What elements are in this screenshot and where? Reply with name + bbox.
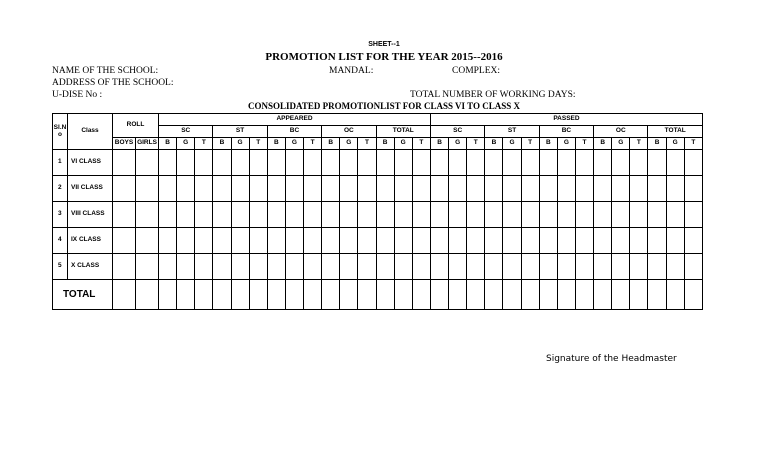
mandal-label: MANDAL:	[329, 66, 374, 76]
table-row	[53, 202, 703, 228]
data-cell[interactable]	[557, 202, 575, 228]
passed-group-header: ST	[485, 126, 539, 138]
data-cell[interactable]	[195, 228, 213, 254]
sub-header: G	[231, 138, 249, 150]
row-class: VII CLASS	[68, 176, 113, 202]
total-cell[interactable]	[304, 280, 322, 310]
data-cell[interactable]	[648, 228, 666, 254]
sub-header: T	[249, 138, 267, 150]
appeared-group-header: OC	[322, 126, 376, 138]
data-cell[interactable]	[539, 228, 557, 254]
page-title: PROMOTION LIST FOR THE YEAR 2015--2016	[265, 51, 503, 63]
data-cell[interactable]	[612, 150, 630, 176]
data-cell[interactable]	[159, 176, 177, 202]
data-cell[interactable]	[449, 176, 467, 202]
appeared-group-header: BC	[267, 126, 321, 138]
headmaster-signature: Signature of the Headmaster	[546, 354, 677, 364]
sub-header: B	[376, 138, 394, 150]
sub-header: G	[394, 138, 412, 150]
data-cell[interactable]	[304, 150, 322, 176]
data-cell[interactable]	[231, 150, 249, 176]
data-cell[interactable]	[594, 228, 612, 254]
data-cell[interactable]	[630, 176, 648, 202]
data-cell[interactable]	[322, 202, 340, 228]
sub-header: T	[630, 138, 648, 150]
data-cell[interactable]	[666, 150, 684, 176]
data-cell[interactable]	[430, 202, 448, 228]
total-cell[interactable]	[322, 280, 340, 310]
appeared-header: APPEARED	[159, 114, 431, 126]
data-cell[interactable]	[394, 228, 412, 254]
total-cell[interactable]	[136, 280, 159, 310]
data-cell[interactable]	[195, 150, 213, 176]
data-cell[interactable]	[612, 202, 630, 228]
sub-header: G	[557, 138, 575, 150]
data-cell[interactable]	[594, 254, 612, 280]
data-cell[interactable]	[594, 176, 612, 202]
data-cell[interactable]	[467, 176, 485, 202]
data-cell[interactable]	[231, 176, 249, 202]
data-cell[interactable]	[136, 202, 159, 228]
data-cell[interactable]	[249, 254, 267, 280]
data-cell[interactable]	[394, 176, 412, 202]
data-cell[interactable]	[304, 176, 322, 202]
data-cell[interactable]	[449, 202, 467, 228]
total-cell[interactable]	[213, 280, 231, 310]
total-cell[interactable]	[113, 280, 136, 310]
total-cell[interactable]	[249, 280, 267, 310]
data-cell[interactable]	[684, 176, 702, 202]
data-cell[interactable]	[249, 202, 267, 228]
passed-group-header: TOTAL	[648, 126, 702, 138]
data-cell[interactable]	[630, 254, 648, 280]
data-cell[interactable]	[285, 176, 303, 202]
data-cell[interactable]	[485, 254, 503, 280]
total-cell[interactable]	[503, 280, 521, 310]
sub-header: B	[267, 138, 285, 150]
data-cell[interactable]	[503, 254, 521, 280]
row-number: 4	[53, 228, 68, 254]
data-cell[interactable]	[340, 254, 358, 280]
data-cell[interactable]	[213, 176, 231, 202]
data-cell[interactable]	[412, 176, 430, 202]
data-cell[interactable]	[412, 254, 430, 280]
row-class: VI CLASS	[68, 150, 113, 176]
data-cell[interactable]	[430, 254, 448, 280]
data-cell[interactable]	[136, 150, 159, 176]
data-cell[interactable]	[213, 150, 231, 176]
data-cell[interactable]	[113, 150, 136, 176]
data-cell[interactable]	[521, 176, 539, 202]
total-cell[interactable]	[630, 280, 648, 310]
data-cell[interactable]	[449, 150, 467, 176]
total-cell[interactable]	[594, 280, 612, 310]
table-row	[53, 150, 703, 176]
sub-header: T	[575, 138, 593, 150]
data-cell[interactable]	[213, 228, 231, 254]
data-cell[interactable]	[340, 176, 358, 202]
data-cell[interactable]	[575, 254, 593, 280]
data-cell[interactable]	[521, 150, 539, 176]
data-cell[interactable]	[684, 228, 702, 254]
data-cell[interactable]	[376, 176, 394, 202]
data-cell[interactable]	[521, 254, 539, 280]
promotion-table	[52, 113, 703, 310]
sub-header: B	[539, 138, 557, 150]
data-cell[interactable]	[322, 176, 340, 202]
data-cell[interactable]	[177, 202, 195, 228]
passed-group-header: SC	[430, 126, 484, 138]
data-cell[interactable]	[136, 176, 159, 202]
table-row	[53, 228, 703, 254]
data-cell[interactable]	[231, 228, 249, 254]
total-cell[interactable]	[485, 280, 503, 310]
total-cell[interactable]	[394, 280, 412, 310]
sub-header: B	[322, 138, 340, 150]
data-cell[interactable]	[449, 254, 467, 280]
total-cell[interactable]	[539, 280, 557, 310]
data-cell[interactable]	[630, 150, 648, 176]
total-cell[interactable]	[430, 280, 448, 310]
total-cell[interactable]	[340, 280, 358, 310]
appeared-group-header: SC	[159, 126, 213, 138]
sub-header: T	[195, 138, 213, 150]
row-class: IX CLASS	[68, 228, 113, 254]
data-cell[interactable]	[213, 254, 231, 280]
total-cell[interactable]	[177, 280, 195, 310]
data-cell[interactable]	[430, 150, 448, 176]
data-cell[interactable]	[503, 176, 521, 202]
data-cell[interactable]	[630, 228, 648, 254]
sub-header: T	[412, 138, 430, 150]
sub-header: B	[213, 138, 231, 150]
data-cell[interactable]	[521, 228, 539, 254]
data-cell[interactable]	[340, 228, 358, 254]
total-cell[interactable]	[195, 280, 213, 310]
data-cell[interactable]	[394, 150, 412, 176]
data-cell[interactable]	[485, 228, 503, 254]
sheet-label: SHEET--1	[368, 41, 400, 48]
data-cell[interactable]	[684, 150, 702, 176]
total-cell[interactable]	[648, 280, 666, 310]
address-label: ADDRESS OF THE SCHOOL:	[52, 78, 174, 88]
total-cell[interactable]	[557, 280, 575, 310]
total-cell[interactable]	[267, 280, 285, 310]
working-days-label: TOTAL NUMBER OF WORKING DAYS:	[410, 90, 576, 100]
sub-header: G	[666, 138, 684, 150]
passed-header: PASSED	[430, 114, 702, 126]
data-cell[interactable]	[267, 202, 285, 228]
data-cell[interactable]	[594, 202, 612, 228]
data-cell[interactable]	[358, 176, 376, 202]
data-cell[interactable]	[177, 150, 195, 176]
data-cell[interactable]	[557, 150, 575, 176]
data-cell[interactable]	[376, 228, 394, 254]
sub-header: G	[177, 138, 195, 150]
table-row	[53, 176, 703, 202]
data-cell[interactable]	[485, 176, 503, 202]
data-cell[interactable]	[467, 228, 485, 254]
data-cell[interactable]	[503, 202, 521, 228]
data-cell[interactable]	[159, 202, 177, 228]
data-cell[interactable]	[412, 202, 430, 228]
consolidated-heading: CONSOLIDATED PROMOTIONLIST FOR CLASS VI TO CLASS X	[248, 101, 520, 111]
data-cell[interactable]	[231, 202, 249, 228]
total-cell[interactable]	[575, 280, 593, 310]
data-cell[interactable]	[195, 202, 213, 228]
data-cell[interactable]	[594, 150, 612, 176]
total-cell[interactable]	[449, 280, 467, 310]
data-cell[interactable]	[612, 176, 630, 202]
data-cell[interactable]	[630, 202, 648, 228]
sub-header: T	[467, 138, 485, 150]
data-cell[interactable]	[249, 150, 267, 176]
data-cell[interactable]	[195, 176, 213, 202]
sub-header: G	[449, 138, 467, 150]
total-cell[interactable]	[231, 280, 249, 310]
data-cell[interactable]	[666, 228, 684, 254]
data-cell[interactable]	[177, 228, 195, 254]
data-cell[interactable]	[684, 202, 702, 228]
data-cell[interactable]	[177, 254, 195, 280]
data-cell[interactable]	[412, 150, 430, 176]
sub-header: T	[684, 138, 702, 150]
data-cell[interactable]	[358, 202, 376, 228]
total-cell[interactable]	[467, 280, 485, 310]
roll-boys-header: BOYS	[113, 138, 136, 150]
table-row	[53, 254, 703, 280]
data-cell[interactable]	[159, 228, 177, 254]
data-cell[interactable]	[267, 176, 285, 202]
data-cell[interactable]	[467, 150, 485, 176]
data-cell[interactable]	[666, 254, 684, 280]
data-cell[interactable]	[304, 202, 322, 228]
data-cell[interactable]	[648, 202, 666, 228]
data-cell[interactable]	[249, 228, 267, 254]
data-cell[interactable]	[467, 254, 485, 280]
data-cell[interactable]	[430, 176, 448, 202]
data-cell[interactable]	[285, 254, 303, 280]
data-cell[interactable]	[358, 254, 376, 280]
total-cell[interactable]	[285, 280, 303, 310]
row-class: X CLASS	[68, 254, 113, 280]
sub-header: B	[648, 138, 666, 150]
sub-header: G	[340, 138, 358, 150]
data-cell[interactable]	[267, 228, 285, 254]
total-cell[interactable]	[521, 280, 539, 310]
data-cell[interactable]	[267, 150, 285, 176]
data-cell[interactable]	[136, 254, 159, 280]
data-cell[interactable]	[177, 176, 195, 202]
data-cell[interactable]	[612, 254, 630, 280]
row-class: VIII CLASS	[68, 202, 113, 228]
passed-group-header: BC	[539, 126, 593, 138]
data-cell[interactable]	[412, 228, 430, 254]
data-cell[interactable]	[376, 202, 394, 228]
roll-header: ROLL	[113, 114, 159, 138]
row-number: 5	[53, 254, 68, 280]
data-cell[interactable]	[503, 228, 521, 254]
passed-group-header: OC	[594, 126, 648, 138]
data-cell[interactable]	[539, 254, 557, 280]
data-cell[interactable]	[113, 176, 136, 202]
total-cell[interactable]	[412, 280, 430, 310]
data-cell[interactable]	[575, 202, 593, 228]
sub-header: G	[612, 138, 630, 150]
total-cell[interactable]	[684, 280, 702, 310]
sub-header: B	[594, 138, 612, 150]
data-cell[interactable]	[213, 202, 231, 228]
data-cell[interactable]	[430, 228, 448, 254]
data-cell[interactable]	[575, 176, 593, 202]
data-cell[interactable]	[648, 150, 666, 176]
data-cell[interactable]	[322, 228, 340, 254]
data-cell[interactable]	[195, 254, 213, 280]
total-cell[interactable]	[159, 280, 177, 310]
data-cell[interactable]	[612, 228, 630, 254]
data-cell[interactable]	[575, 228, 593, 254]
sub-header: G	[503, 138, 521, 150]
data-cell[interactable]	[304, 228, 322, 254]
row-number: 2	[53, 176, 68, 202]
udise-label: U-DISE No :	[52, 90, 103, 100]
data-cell[interactable]	[231, 254, 249, 280]
data-cell[interactable]	[485, 150, 503, 176]
data-cell[interactable]	[394, 202, 412, 228]
data-cell[interactable]	[267, 254, 285, 280]
roll-girls-header: GIRLS	[136, 138, 159, 150]
appeared-group-header: TOTAL	[376, 126, 430, 138]
data-cell[interactable]	[557, 228, 575, 254]
data-cell[interactable]	[285, 228, 303, 254]
data-cell[interactable]	[376, 150, 394, 176]
sub-header: B	[159, 138, 177, 150]
data-cell[interactable]	[539, 150, 557, 176]
total-cell[interactable]	[358, 280, 376, 310]
data-cell[interactable]	[285, 202, 303, 228]
sub-header: T	[521, 138, 539, 150]
row-number: 3	[53, 202, 68, 228]
sub-header: G	[285, 138, 303, 150]
data-cell[interactable]	[648, 254, 666, 280]
data-cell[interactable]	[575, 150, 593, 176]
data-cell[interactable]	[113, 254, 136, 280]
school-name-label: NAME OF THE SCHOOL:	[52, 66, 159, 76]
class-header: Class	[68, 114, 113, 150]
total-label: TOTAL	[53, 280, 113, 310]
data-cell[interactable]	[394, 254, 412, 280]
data-cell[interactable]	[521, 202, 539, 228]
data-cell[interactable]	[285, 150, 303, 176]
data-cell[interactable]	[304, 254, 322, 280]
data-cell[interactable]	[322, 150, 340, 176]
data-cell[interactable]	[666, 202, 684, 228]
data-cell[interactable]	[340, 202, 358, 228]
data-cell[interactable]	[136, 228, 159, 254]
data-cell[interactable]	[358, 228, 376, 254]
data-cell[interactable]	[467, 202, 485, 228]
data-cell[interactable]	[113, 228, 136, 254]
data-cell[interactable]	[503, 150, 521, 176]
total-row	[53, 280, 703, 310]
data-cell[interactable]	[376, 254, 394, 280]
data-cell[interactable]	[449, 228, 467, 254]
data-cell[interactable]	[358, 150, 376, 176]
data-cell[interactable]	[666, 176, 684, 202]
sub-header: B	[485, 138, 503, 150]
appeared-group-header: ST	[213, 126, 267, 138]
sub-header: T	[304, 138, 322, 150]
sub-header: T	[358, 138, 376, 150]
data-cell[interactable]	[539, 202, 557, 228]
data-cell[interactable]	[159, 150, 177, 176]
data-cell[interactable]	[648, 176, 666, 202]
data-cell[interactable]	[485, 202, 503, 228]
total-cell[interactable]	[612, 280, 630, 310]
data-cell[interactable]	[159, 254, 177, 280]
total-cell[interactable]	[376, 280, 394, 310]
data-cell[interactable]	[340, 150, 358, 176]
data-cell[interactable]	[684, 254, 702, 280]
data-cell[interactable]	[557, 176, 575, 202]
sl-no-header: Sl.N o	[53, 114, 68, 150]
row-number: 1	[53, 150, 68, 176]
data-cell[interactable]	[557, 254, 575, 280]
sub-header: B	[430, 138, 448, 150]
complex-label: COMPLEX:	[452, 66, 501, 76]
total-cell[interactable]	[666, 280, 684, 310]
data-cell[interactable]	[113, 202, 136, 228]
data-cell[interactable]	[539, 176, 557, 202]
data-cell[interactable]	[249, 176, 267, 202]
data-cell[interactable]	[322, 254, 340, 280]
